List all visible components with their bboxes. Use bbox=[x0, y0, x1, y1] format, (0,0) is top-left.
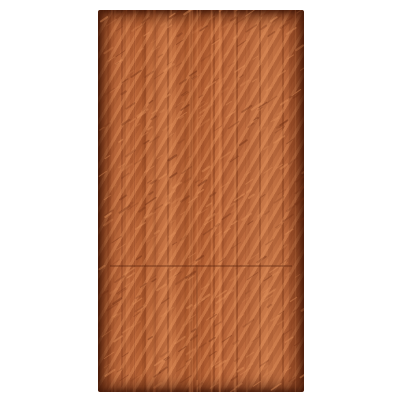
grain-fleck bbox=[264, 276, 272, 282]
grain-fleck bbox=[136, 296, 139, 298]
grain-fleck bbox=[265, 211, 269, 214]
grain-streak bbox=[289, 10, 292, 392]
grain-fleck bbox=[278, 71, 286, 76]
grain-fleck bbox=[173, 183, 181, 188]
wood-grain-texture bbox=[98, 10, 304, 392]
grain-fleck bbox=[301, 63, 305, 70]
grain-fleck bbox=[202, 284, 209, 289]
grain-fleck bbox=[247, 273, 257, 280]
grain-streak bbox=[147, 10, 150, 392]
grain-fleck bbox=[270, 267, 278, 272]
grain-fleck bbox=[246, 25, 256, 32]
grain-fleck bbox=[283, 215, 293, 222]
grain-fleck bbox=[280, 245, 287, 250]
grain-fleck bbox=[249, 254, 258, 260]
grain-fleck bbox=[119, 140, 123, 143]
grain-fleck bbox=[137, 375, 142, 378]
grain-fleck bbox=[249, 364, 252, 366]
grain-fleck bbox=[236, 10, 241, 11]
grain-fleck bbox=[200, 110, 205, 113]
grain-fleck bbox=[249, 195, 254, 198]
wood-panel[interactable] bbox=[98, 10, 304, 392]
grain-fleck bbox=[194, 383, 202, 389]
grain-fleck bbox=[300, 251, 304, 256]
grain-fleck bbox=[198, 102, 204, 106]
grain-fleck bbox=[296, 175, 304, 182]
grain-fleck bbox=[269, 23, 275, 27]
grain-fleck bbox=[101, 291, 108, 296]
grain-fleck bbox=[263, 366, 268, 370]
grain-fleck bbox=[252, 288, 256, 291]
grain-fleck bbox=[268, 305, 272, 307]
grain-fleck bbox=[252, 336, 260, 342]
grain-fleck bbox=[166, 94, 170, 97]
grain-fleck bbox=[301, 371, 305, 378]
grain-streak bbox=[209, 10, 211, 392]
grain-streak bbox=[295, 10, 296, 392]
grain-fleck bbox=[253, 382, 260, 387]
grain-fleck bbox=[175, 103, 183, 108]
grain-fleck bbox=[117, 369, 122, 372]
grain-streak bbox=[133, 10, 136, 392]
grain-fleck bbox=[264, 167, 272, 173]
grain-fleck bbox=[181, 212, 185, 215]
grain-streak bbox=[103, 10, 104, 392]
grain-fleck bbox=[106, 370, 115, 376]
grain-fleck bbox=[159, 174, 166, 179]
grain-fleck bbox=[257, 128, 265, 134]
grain-fleck bbox=[104, 195, 110, 199]
grain-fleck bbox=[203, 119, 209, 123]
grain-streak bbox=[222, 10, 224, 392]
grain-fleck bbox=[281, 100, 288, 105]
grain-streak bbox=[108, 10, 110, 392]
grain-fleck bbox=[302, 166, 304, 173]
panel-seam-vertical bbox=[196, 265, 198, 380]
grain-fleck bbox=[101, 17, 107, 21]
grain-streak bbox=[227, 10, 228, 392]
panel-seam-horizontal bbox=[110, 265, 292, 267]
grain-fleck bbox=[271, 384, 280, 390]
grain-streak bbox=[184, 10, 186, 392]
grain-fleck bbox=[159, 389, 162, 391]
grain-fleck bbox=[256, 259, 263, 264]
grain-fleck bbox=[253, 79, 257, 82]
grain-fleck bbox=[164, 64, 174, 71]
grain-fleck bbox=[175, 337, 185, 344]
grain-streak bbox=[133, 10, 134, 392]
grain-fleck bbox=[274, 197, 283, 203]
grain-fleck bbox=[160, 367, 168, 372]
grain-fleck bbox=[169, 163, 179, 170]
grain-fleck bbox=[161, 314, 165, 317]
grain-fleck bbox=[139, 48, 143, 51]
grain-fleck bbox=[157, 285, 166, 291]
grain-fleck bbox=[171, 205, 178, 210]
grain-fleck bbox=[266, 88, 271, 91]
grain-fleck bbox=[274, 136, 284, 143]
grain-streak bbox=[126, 10, 127, 392]
grain-streak bbox=[153, 10, 156, 392]
grain-fleck bbox=[277, 111, 283, 115]
grain-fleck bbox=[240, 75, 244, 78]
grain-streak bbox=[261, 10, 262, 392]
grain-fleck bbox=[160, 110, 163, 112]
grain-fleck bbox=[179, 139, 185, 143]
grain-fleck bbox=[261, 10, 270, 16]
grain-fleck bbox=[295, 187, 304, 193]
grain-fleck bbox=[253, 56, 258, 59]
grain-fleck bbox=[263, 288, 270, 293]
grain-streak bbox=[212, 10, 213, 392]
grain-fleck bbox=[203, 167, 210, 172]
grain-fleck bbox=[139, 208, 145, 212]
grain-fleck bbox=[99, 171, 106, 176]
grain-fleck bbox=[176, 63, 182, 67]
grain-fleck bbox=[166, 202, 170, 205]
grain-fleck bbox=[228, 63, 234, 67]
grain-fleck bbox=[220, 10, 225, 11]
grain-fleck bbox=[242, 298, 249, 303]
grain-fleck bbox=[158, 54, 162, 57]
grain-fleck bbox=[303, 113, 304, 120]
grain-fleck bbox=[155, 205, 162, 210]
grain-fleck bbox=[299, 382, 304, 386]
grain-fleck bbox=[278, 189, 286, 194]
grain-fleck bbox=[98, 326, 103, 329]
grain-fleck bbox=[243, 320, 253, 327]
grain-fleck bbox=[266, 240, 273, 245]
grain-fleck bbox=[162, 298, 170, 303]
grain-fleck bbox=[224, 52, 229, 55]
grain-fleck bbox=[161, 352, 169, 357]
grain-fleck bbox=[248, 221, 253, 225]
grain-fleck bbox=[278, 321, 284, 325]
grain-fleck bbox=[215, 78, 219, 81]
grain-fleck bbox=[161, 23, 165, 26]
grain-fleck bbox=[238, 314, 243, 318]
grain-fleck bbox=[273, 272, 278, 275]
grain-fleck bbox=[221, 152, 231, 159]
grain-fleck bbox=[265, 290, 274, 296]
grain-fleck bbox=[173, 242, 177, 245]
grain-fleck bbox=[248, 123, 254, 127]
grain-fleck bbox=[238, 368, 243, 372]
grain-fleck bbox=[169, 233, 175, 237]
grain-fleck bbox=[172, 198, 180, 203]
grain-fleck bbox=[157, 155, 162, 158]
grain-fleck bbox=[105, 89, 115, 96]
grain-fleck bbox=[296, 274, 301, 277]
grain-fleck bbox=[296, 19, 304, 26]
grain-fleck bbox=[298, 217, 304, 222]
grain-fleck bbox=[296, 198, 304, 204]
grain-fleck bbox=[271, 315, 279, 321]
grain-streak bbox=[114, 10, 117, 392]
grain-fleck bbox=[136, 124, 139, 126]
grain-fleck bbox=[293, 307, 301, 312]
grain-fleck bbox=[267, 96, 277, 103]
grain-streak bbox=[124, 10, 126, 392]
grain-fleck bbox=[279, 311, 284, 315]
grain-streaks bbox=[98, 10, 304, 392]
grain-streak bbox=[142, 10, 144, 392]
grain-fleck bbox=[300, 204, 304, 208]
grain-fleck bbox=[159, 249, 167, 254]
grain-fleck bbox=[267, 352, 271, 355]
grain-fleck bbox=[302, 307, 304, 311]
grain-fleck bbox=[101, 101, 105, 104]
grain-fleck bbox=[296, 46, 303, 51]
grain-fleck bbox=[169, 155, 176, 160]
grain-fleck bbox=[196, 180, 199, 182]
grain-streak bbox=[111, 10, 112, 392]
grain-fleck bbox=[177, 365, 186, 371]
grain-fleck bbox=[281, 23, 289, 29]
grain-fleck bbox=[178, 33, 182, 36]
grain-fleck bbox=[169, 274, 176, 279]
grain-fleck bbox=[277, 121, 287, 128]
grain-fleck bbox=[268, 32, 274, 36]
grain-fleck bbox=[263, 370, 272, 377]
grain-fleck bbox=[167, 133, 174, 138]
grain-fleck bbox=[116, 26, 123, 31]
grain-fleck bbox=[264, 146, 268, 149]
grain-streak bbox=[219, 10, 221, 392]
grain-streak bbox=[200, 10, 201, 392]
grain-fleck bbox=[137, 256, 142, 259]
grain-streak bbox=[246, 10, 248, 392]
grain-fleck bbox=[164, 308, 173, 314]
grain-fleck bbox=[130, 203, 133, 205]
grain-fleck bbox=[297, 10, 303, 13]
grain-fleck bbox=[258, 213, 264, 217]
grain-fleck bbox=[176, 40, 183, 45]
